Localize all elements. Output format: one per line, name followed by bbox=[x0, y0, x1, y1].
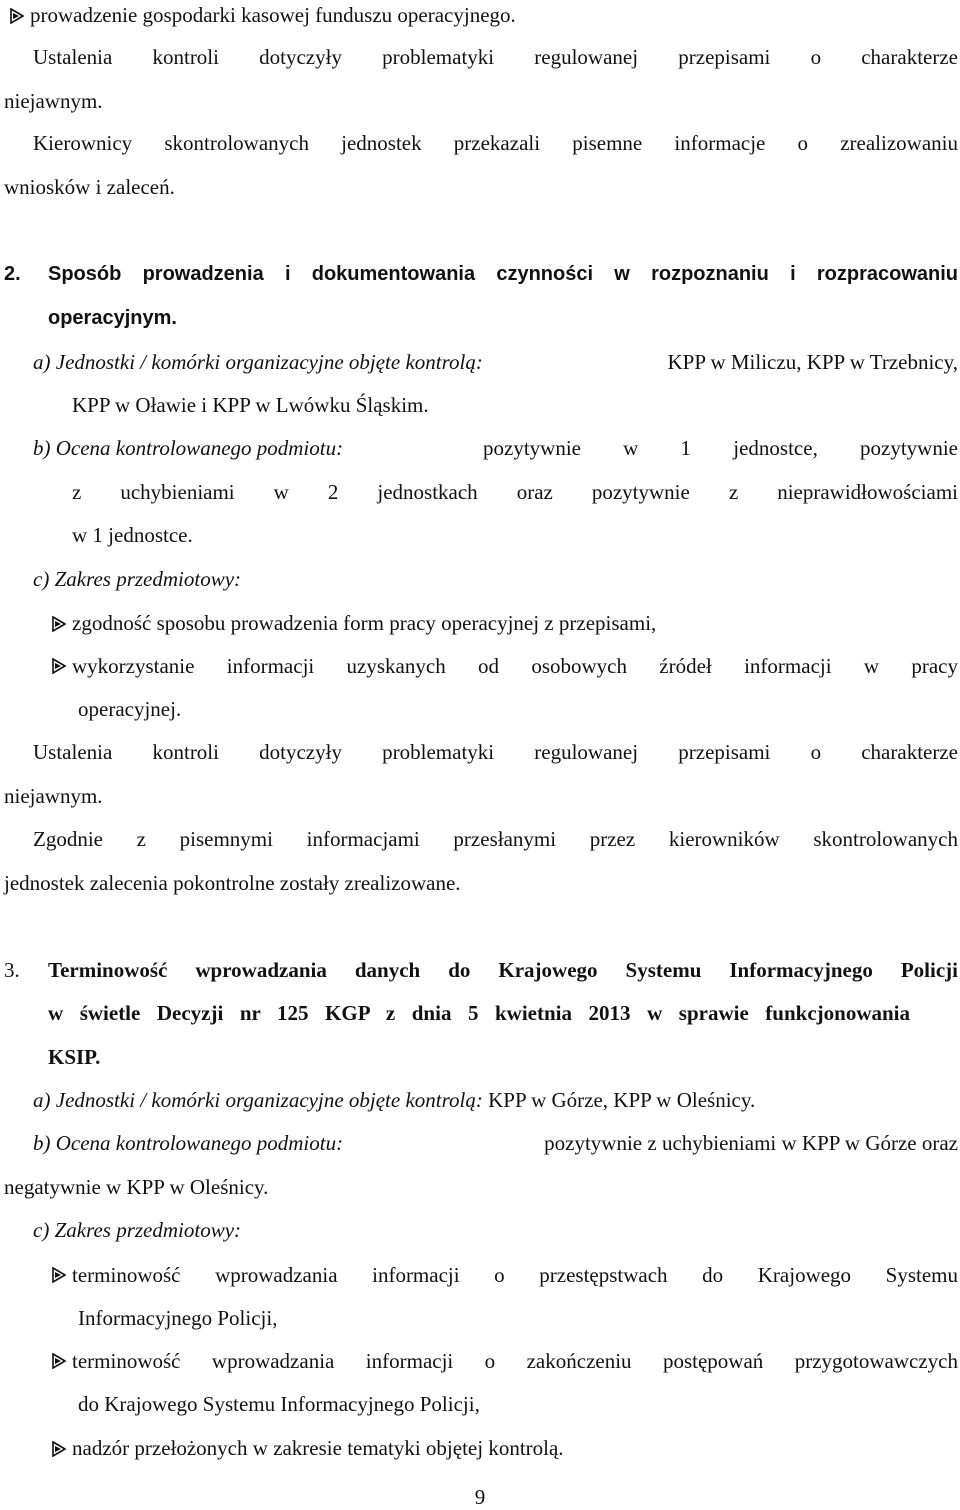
section-number: 2. bbox=[4, 263, 21, 285]
bullet-text: operacyjnej. bbox=[78, 697, 182, 721]
paragraph-line: niejawnym. bbox=[4, 89, 103, 113]
bullet-text: Informacyjnego Policji, bbox=[78, 1306, 278, 1330]
arrow-bullet-icon bbox=[52, 616, 66, 632]
bullet-text: terminowość wprowadzania informacji o zakończeniu postępowań przygotowawczych bbox=[72, 1349, 958, 1373]
bullet-item bbox=[10, 2, 516, 28]
bullet-text: wykorzystanie informacji uzyskanych od osobowych źródeł informacji w pracy bbox=[72, 654, 958, 678]
bullet-item bbox=[52, 1435, 564, 1461]
paragraph-line: Zgodnie z pisemnymi informacjami przesłanymi przez kierowników skontrolowanych bbox=[33, 827, 958, 851]
item-text: KPP w Oławie i KPP w Lwówku Śląskim. bbox=[72, 393, 429, 417]
item-text: negatywnie w KPP w Oleśnicy. bbox=[4, 1175, 269, 1199]
bullet-item bbox=[52, 1348, 958, 1374]
item-label: c) Zakres przedmiotowy: bbox=[33, 1218, 242, 1242]
arrow-bullet-icon bbox=[10, 8, 24, 24]
bullet-item bbox=[52, 610, 656, 636]
section-title: w świetle Decyzji nr 125 KGP z dnia 5 kwietnia 2013 w sprawie funkcjonowania bbox=[48, 1001, 910, 1025]
bullet-text: do Krajowego Systemu Informacyjnego Policji, bbox=[78, 1392, 480, 1416]
item-text: pozytywnie w 1 jednostce, pozytywnie bbox=[483, 436, 958, 460]
section-title: KSIP. bbox=[48, 1045, 101, 1069]
section-number: 3. bbox=[4, 958, 20, 982]
item-label: a) Jednostki / komórki organizacyjne objęte kontrolą: bbox=[33, 350, 483, 374]
arrow-bullet-icon bbox=[52, 1267, 66, 1283]
bullet-text: terminowość wprowadzania informacji o przestępstwach do Krajowego Systemu bbox=[72, 1263, 958, 1287]
paragraph-line: Kierownicy skontrolowanych jednostek przekazali pisemne informacje o zrealizowaniu bbox=[33, 131, 958, 155]
item-b bbox=[33, 1130, 958, 1156]
item-a bbox=[33, 1087, 755, 1113]
item-a bbox=[33, 349, 958, 375]
arrow-bullet-icon bbox=[52, 658, 66, 674]
paragraph-line: Ustalenia kontroli dotyczyły problematyki regulowanej przepisami o charakterze bbox=[33, 45, 958, 69]
section-title: Sposób prowadzenia i dokumentowania czynności w rozpoznaniu i rozpracowaniu bbox=[48, 263, 958, 285]
arrow-bullet-icon bbox=[52, 1441, 66, 1457]
item-label: b) Ocena kontrolowanego podmiotu: bbox=[33, 436, 344, 460]
paragraph-line: niejawnym. bbox=[4, 784, 103, 808]
bullet-item bbox=[52, 1262, 958, 1288]
bullet-text: nadzór przełożonych w zakresie tematyki objętej kontrolą. bbox=[72, 1436, 564, 1460]
section-title: operacyjnym. bbox=[48, 307, 177, 329]
item-label: c) Zakres przedmiotowy: bbox=[33, 567, 242, 591]
bullet-text: zgodność sposobu prowadzenia form pracy operacyjnej z przepisami, bbox=[72, 611, 657, 635]
item-b bbox=[33, 435, 958, 461]
item-label: a) Jednostki / komórki organizacyjne objęte kontrolą: bbox=[33, 1088, 483, 1112]
item-label: b) Ocena kontrolowanego podmiotu: bbox=[33, 1131, 344, 1155]
paragraph-line: jednostek zalecenia pokontrolne zostały zrealizowane. bbox=[4, 871, 461, 895]
bullet-text: prowadzenie gospodarki kasowej funduszu operacyjnego. bbox=[30, 3, 516, 27]
paragraph-line: Ustalenia kontroli dotyczyły problematyki regulowanej przepisami o charakterze bbox=[33, 740, 958, 764]
page-number: 9 bbox=[474, 1485, 486, 1509]
paragraph-line: wniosków i zaleceń. bbox=[4, 175, 175, 199]
section-title: Terminowość wprowadzania danych do Krajowego Systemu Informacyjnego Policji bbox=[48, 958, 958, 982]
item-text: w 1 jednostce. bbox=[72, 523, 193, 547]
item-text: pozytywnie z uchybieniami w KPP w Górze oraz bbox=[544, 1131, 958, 1155]
item-text: KPP w Miliczu, KPP w Trzebnicy, bbox=[667, 350, 958, 374]
item-text: z uchybieniami w 2 jednostkach oraz pozytywnie z nieprawidłowościami bbox=[72, 480, 958, 504]
arrow-bullet-icon bbox=[52, 1353, 66, 1369]
item-text: KPP w Górze, KPP w Oleśnicy. bbox=[488, 1088, 756, 1112]
bullet-item bbox=[52, 653, 958, 679]
